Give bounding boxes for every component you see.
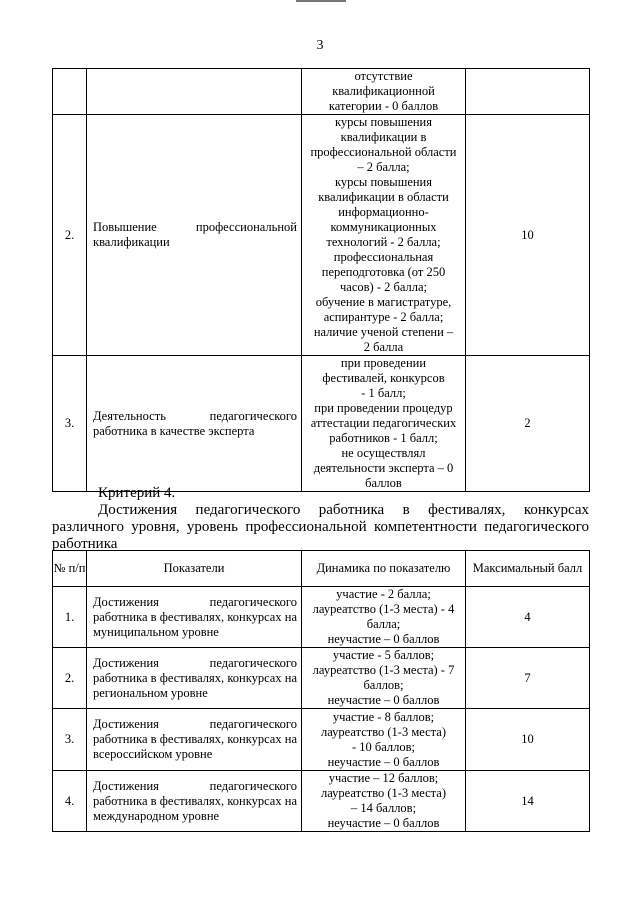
dynamics-line: – 14 баллов;	[350, 801, 417, 815]
dynamics-line: участие – 12 баллов;	[328, 771, 439, 785]
page-number: 3	[316, 38, 324, 53]
dynamics-line: - 1 балл;	[361, 386, 406, 400]
indicator-cell	[87, 69, 302, 115]
dynamics-line: аспирантуре - 2 балла;	[323, 310, 444, 324]
dynamics-cell	[302, 771, 466, 832]
dynamics-line: фестивалей, конкурсов	[322, 371, 445, 385]
dynamics-cell	[302, 356, 466, 492]
dynamics-line: не осуществлял	[341, 446, 426, 460]
dynamics-cell	[302, 115, 466, 356]
dynamics-line: работников - 1 балл;	[329, 431, 438, 445]
indicator-cell: Деятельность педагогического работника в качестве эксперта	[87, 356, 302, 492]
dynamics-line: участие - 2 балла;	[336, 587, 431, 601]
dynamics-line: балла;	[366, 617, 401, 631]
table-row	[53, 771, 590, 832]
dynamics-line: квалификации в области	[318, 190, 449, 204]
table-row	[53, 115, 590, 356]
dynamics-cell	[302, 69, 466, 115]
table-row	[53, 356, 590, 492]
dynamics-cell	[302, 648, 466, 709]
criteria-table-continued	[52, 68, 590, 492]
dynamics-line: - 10 баллов;	[351, 739, 416, 754]
dynamics-line: 2 балла	[363, 340, 404, 354]
dynamics-line: при проведении	[340, 356, 427, 370]
dynamics-line: профессиональная	[333, 250, 434, 264]
dynamics-line: аттестации педагогических	[310, 416, 457, 430]
dynamics-cell	[302, 587, 466, 648]
row-number: 2.	[53, 115, 87, 356]
dynamics-line: курсы повышения	[334, 175, 432, 189]
max-score-cell: 10	[466, 115, 590, 356]
max-score-cell	[466, 69, 590, 115]
indicator-cell: Повышение профессиональной квалификации	[87, 115, 302, 356]
header-max-score: Максимальный балл	[466, 551, 590, 587]
row-number: 1.	[53, 587, 87, 648]
dynamics-line: баллов;	[363, 678, 404, 692]
criterion-4-table	[52, 550, 590, 832]
dynamics-line: квалификации в	[340, 130, 427, 144]
indicator-cell: Достижения педагогического работника в фестивалях, конкурсах на муниципальном уровне	[87, 587, 302, 648]
header-dynamics: Динамика по показателю	[302, 551, 466, 587]
dynamics-line: лауреатство (1-3 места) - 4	[312, 602, 455, 616]
indicator-cell: Достижения педагогического работника в фестивалях, конкурсах на всероссийском уровне	[87, 709, 302, 771]
dynamics-line: обучение в магистратуре,	[315, 295, 452, 309]
criterion-title: Критерий 4.	[98, 485, 176, 501]
dynamics-line: неучастие – 0 баллов	[327, 632, 440, 646]
indicator-cell: Достижения педагогического работника в фестивалях, конкурсах на региональном уровне	[87, 648, 302, 709]
dynamics-line: лауреатство (1-3 места)	[321, 786, 446, 800]
dynamics-cell	[302, 709, 466, 771]
dynamics-line: баллов	[365, 476, 402, 490]
row-number: 4.	[53, 771, 87, 832]
dynamics-line: профессиональной области	[310, 145, 457, 159]
dynamics-line: информационно-	[338, 205, 429, 219]
dynamics-line: деятельности эксперта – 0	[313, 461, 454, 475]
table-row	[53, 587, 590, 648]
table-header-row	[53, 551, 590, 587]
row-number	[53, 69, 87, 115]
dynamics-line: категории - 0 баллов	[328, 99, 439, 113]
header-indicator: Показатели	[87, 551, 302, 587]
dynamics-line: участие - 8 баллов;	[332, 709, 435, 724]
max-score-cell: 7	[466, 648, 590, 709]
dynamics-line: часов) - 2 балла;	[340, 280, 427, 294]
dynamics-line: квалификационной	[332, 84, 435, 98]
dynamics-line: лауреатство (1-3 места) - 7	[312, 663, 455, 677]
row-number: 2.	[53, 648, 87, 709]
dynamics-line: – 2 балла;	[357, 160, 410, 174]
dynamics-line: участие - 5 баллов;	[332, 648, 435, 662]
dynamics-line: коммуникационных	[330, 220, 437, 234]
table-row	[53, 69, 590, 115]
criterion-description: Достижения педагогического работника в фестивалях, конкурсах различного уровня, уровень профессиональной компетентности педагогического работника	[52, 502, 589, 552]
table-row	[53, 648, 590, 709]
table-row	[53, 709, 590, 771]
scan-mark	[296, 0, 346, 2]
dynamics-line: переподготовка (от 250	[321, 265, 446, 279]
row-number: 3.	[53, 709, 87, 771]
row-number: 3.	[53, 356, 87, 492]
dynamics-line: наличие ученой степени –	[313, 325, 454, 339]
max-score-cell: 4	[466, 587, 590, 648]
dynamics-line: отсутствие	[354, 69, 413, 83]
dynamics-line: неучастие – 0 баллов	[327, 816, 440, 830]
indicator-cell: Достижения педагогического работника в фестивалях, конкурсах на международном уровне	[87, 771, 302, 832]
max-score-cell: 14	[466, 771, 590, 832]
dynamics-line: неучастие – 0 баллов	[327, 754, 440, 769]
header-num: № п/п	[53, 551, 87, 587]
dynamics-line: лауреатство (1-3 места)	[321, 724, 446, 739]
dynamics-line: технологий - 2 балла;	[326, 235, 441, 249]
max-score-cell: 10	[466, 709, 590, 771]
max-score-cell: 2	[466, 356, 590, 492]
dynamics-line: курсы повышения	[334, 115, 432, 129]
dynamics-line: при проведении процедур	[314, 401, 453, 415]
dynamics-line: неучастие – 0 баллов	[327, 693, 440, 707]
